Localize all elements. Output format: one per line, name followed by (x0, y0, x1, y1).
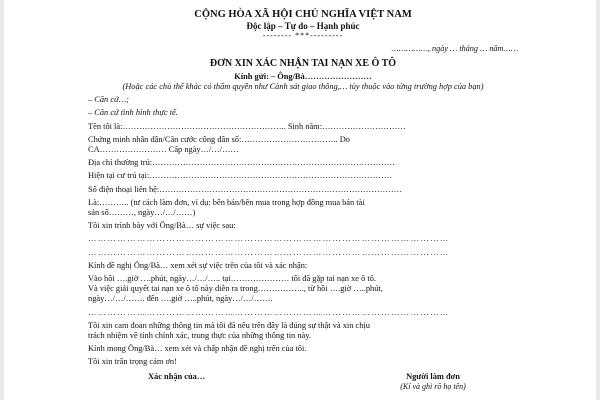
dots-line-1: ………………………………………………………………………………………………… (88, 234, 450, 244)
recipient-note: (Hoặc các chủ thể khác có thẩm quyền như Cảnh sát giao thông,… tùy thuộc vào từng trường hợp của bạn) (122, 82, 484, 92)
present-line: Tôi xin trình bày với Ông/Bà… sự việc sau: (88, 221, 236, 231)
field-role-line-1: Là:……….. (tư cách làm đơn, ví dụ: bên bán/bên mua trong hợp đồng mua bán tài (88, 197, 365, 207)
request-detail-2a: Và việc giải quyết tai nạn xe ô tô này diễn ra trong…………….., từ hồi ….giờ …..phút, (88, 284, 383, 294)
field-id-line-2: CA…………………… Cấp ngày…/…/…… (88, 145, 239, 155)
dots-line-3: ………………………………………………………………………………………………… (88, 307, 450, 317)
basis-line-2: – Căn cứ tình hình thực tế. (88, 108, 178, 118)
basis-line-1: – Căn cứ…; (88, 95, 129, 105)
field-phone: Số điện thoại liên hệ:…………………………………………………………………………… (88, 184, 403, 194)
hope-line: Kính mong Ông/Bà… xem xét và chấp nhận đề nghị trên của tôi. (88, 344, 307, 354)
nation-heading: CỘNG HÒA XÃ HỘI CHỦ NGHĨA VIỆT NAM (194, 9, 412, 20)
request-detail-2b: ngày…/…/……. đến ….giờ …..phút, ngày…/…/……. (88, 294, 273, 304)
signature-area (88, 372, 518, 396)
field-permanent-address: Địa chỉ thường trú:…………………………………………………………………………… (88, 158, 395, 168)
form-title: ĐƠN XIN XÁC NHẬN TAI NẠN XE Ô TÔ (209, 57, 397, 69)
applicant-signature-block (373, 372, 493, 392)
confirm-label: Xác nhận của… (148, 371, 206, 381)
document-body (88, 8, 518, 396)
applicant-label: Người làm đơn (406, 371, 460, 381)
field-name: Tên tôi là:………………………………………………….. Sinh năm:………………………… (88, 121, 406, 131)
applicant-note: (Kí và ghi rõ họ tên) (400, 381, 466, 391)
motto: Độc lập – Tự do – Hạnh phúc (246, 21, 360, 32)
request-line: Kính đề nghị Ông/Bà… xem xét sự việc trên của tôi và xác nhận: (88, 260, 308, 270)
place-date: ……………, ngày … tháng … năm…… (391, 43, 518, 53)
separator: -------- ***--------- (262, 31, 344, 41)
recipient-label: Kính gửi: – Ông/Bà…………………… (234, 72, 372, 82)
field-current-address: Hiện tại cư trú tại:…………………………………………………………………………… (88, 171, 393, 181)
commit-line-2: trách nhiệm về tính chính xác, trung thực của những thông tin này. (88, 331, 311, 341)
field-role-line-2: sản số………, ngày…/…/……) (88, 208, 196, 218)
dots-line-2: ………………………………………………………………………………………………… (88, 247, 450, 257)
page-left-edge (0, 0, 4, 400)
page-right-edge (596, 0, 600, 400)
thanks-line: Tôi xin trân trọng cảm ơn! (88, 357, 177, 367)
commit-line-1: Tôi xin cam đoan những thông tin mà tôi đã nêu trên đây là đúng sự thật và xin chịu (88, 320, 370, 330)
field-id-line-1: Chứng minh nhân dân/Căn cước công dân số:…………………………….. Do (88, 134, 350, 144)
request-detail-1: Vào hồi ….giờ ….phút, ngày…/…/….. tại………………… tôi đã gặp tai nạn xe ô tô. (88, 274, 376, 284)
